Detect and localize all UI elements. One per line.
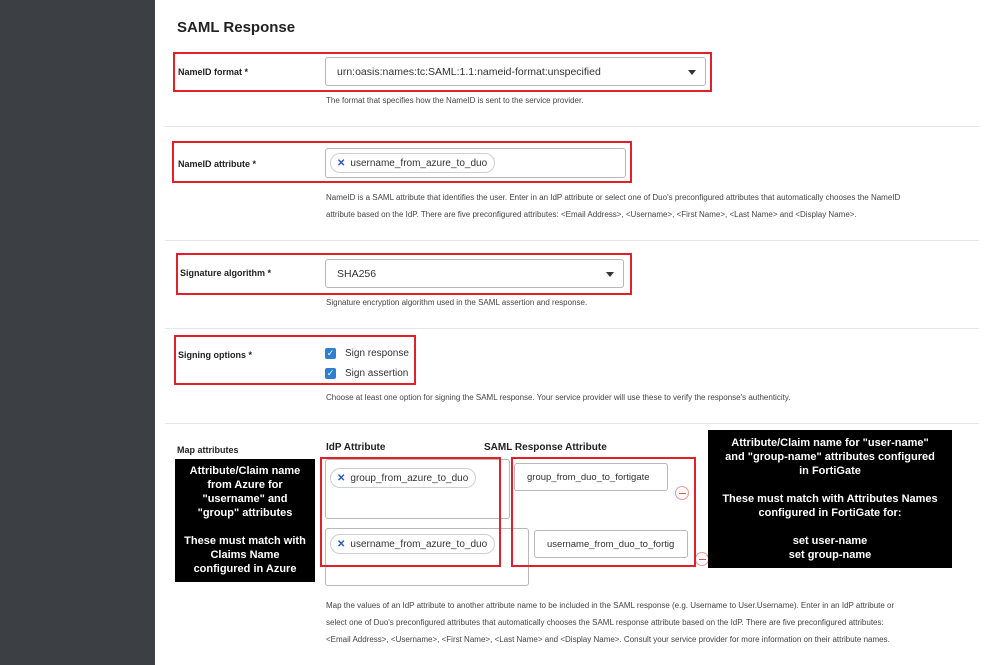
close-icon[interactable]: ✕ <box>337 538 346 550</box>
chevron-down-icon <box>688 70 696 75</box>
map-attributes-help-line2: select one of Duo's preconfigured attributes that automatically chooses the SAML response attribute based on the IdP. There are five preconfigured attributes: <box>326 618 884 627</box>
attribute-tag-label: username_from_azure_to_duo <box>350 538 488 550</box>
nameid-attribute-input[interactable] <box>325 148 626 178</box>
saml-response-attribute-header: SAML Response Attribute <box>484 442 607 453</box>
nameid-format-value: urn:oasis:names:tc:SAML:1.1:nameid-format:unspecified <box>337 65 601 78</box>
annotation-line: configured in Azure <box>193 563 297 575</box>
annotation-fortigate <box>708 430 952 568</box>
annotation-spacer <box>175 520 315 534</box>
signature-algorithm-value: SHA256 <box>337 267 377 280</box>
attribute-tag-label: username_from_azure_to_duo <box>350 157 488 169</box>
nameid-format-select[interactable] <box>325 57 706 86</box>
annotation-line: Claims Name <box>210 549 280 561</box>
sign-response-label[interactable]: Sign response <box>345 348 409 359</box>
highlight-idp-attributes <box>320 457 501 567</box>
saml-attribute-input-2[interactable]: username_from_duo_to_fortig <box>534 530 688 558</box>
sign-assertion-checkbox[interactable]: ✓ <box>326 368 335 378</box>
map-attributes-help-line1: Map the values of an IdP attribute to another attribute name to be included in the SAML response (e.g. Username to User.Username). Enter in an IdP attribute or <box>326 601 895 610</box>
highlight-saml-attributes <box>511 457 696 567</box>
annotation-line: configured in FortiGate for: <box>758 507 902 519</box>
annotation-line: These must match with Attributes Names <box>722 493 938 505</box>
annotation-line: Attribute/Claim name <box>189 465 301 477</box>
divider <box>165 240 979 241</box>
signature-algorithm-select[interactable] <box>325 259 624 288</box>
left-sidebar <box>0 0 155 665</box>
divider <box>165 423 979 424</box>
signature-algorithm-help: Signature encryption algorithm used in the SAML assertion and response. <box>326 298 588 307</box>
divider <box>165 126 979 127</box>
nameid-format-help: The format that specifies how the NameID is sent to the service provider. <box>326 96 584 105</box>
close-icon[interactable]: ✕ <box>337 472 346 484</box>
annotation-line: from Azure for <box>207 479 283 491</box>
annotation-line: and "group-name" attributes configured <box>725 451 935 463</box>
divider <box>165 328 979 329</box>
attribute-tag-label: group_from_azure_to_duo <box>350 472 469 484</box>
nameid-format-label: NameID format * <box>178 67 249 77</box>
sign-response-checkbox[interactable]: ✓ <box>326 348 335 358</box>
saml-attribute-input-1[interactable]: group_from_duo_to_fortigate <box>514 463 668 491</box>
attribute-tag[interactable] <box>330 153 495 173</box>
annotation-line: set user-name <box>792 535 868 547</box>
section-title: SAML Response <box>177 19 296 36</box>
annotation-spacer <box>708 520 952 534</box>
map-attributes-help-line3: <Email Address>, <Username>, <First Name>, <Last Name> and <Display Name>. Consult your service provider for more information on their attribute names. <box>326 635 890 644</box>
remove-row-icon[interactable] <box>695 552 709 566</box>
nameid-attribute-help-line1: NameID is a SAML attribute that identifies the user. Enter in an IdP attribute or select one of Duo's preconfigured attributes that automatically chooses the NameID <box>326 193 901 202</box>
chevron-down-icon <box>606 272 614 277</box>
signing-options-help: Choose at least one option for signing the SAML response. Your service provider will use these to verify the response's authenticity. <box>326 393 791 402</box>
annotation-line: These must match with <box>184 535 306 547</box>
annotation-line: "group" attributes <box>197 507 293 519</box>
annotation-spacer <box>708 478 952 492</box>
idp-attribute-header: IdP Attribute <box>326 442 386 453</box>
annotation-line: "username" and <box>202 493 288 505</box>
nameid-attribute-label: NameID attribute * <box>178 159 257 169</box>
annotation-line: set group-name <box>788 549 872 561</box>
annotation-azure <box>175 459 315 582</box>
signing-options-label: Signing options * <box>178 350 252 360</box>
close-icon[interactable]: ✕ <box>337 157 346 169</box>
map-attributes-label: Map attributes <box>177 445 239 455</box>
sign-assertion-label[interactable]: Sign assertion <box>345 368 409 379</box>
annotation-line: in FortiGate <box>799 465 861 477</box>
annotation-line: Attribute/Claim name for "user-name" <box>731 437 929 449</box>
nameid-attribute-help-line2: attribute based on the IdP. There are five preconfigured attributes: <Email Address>, <Username>, <First Name>, <Last Name> and <Display Name>. <box>326 210 857 219</box>
signature-algorithm-label: Signature algorithm * <box>180 268 272 278</box>
